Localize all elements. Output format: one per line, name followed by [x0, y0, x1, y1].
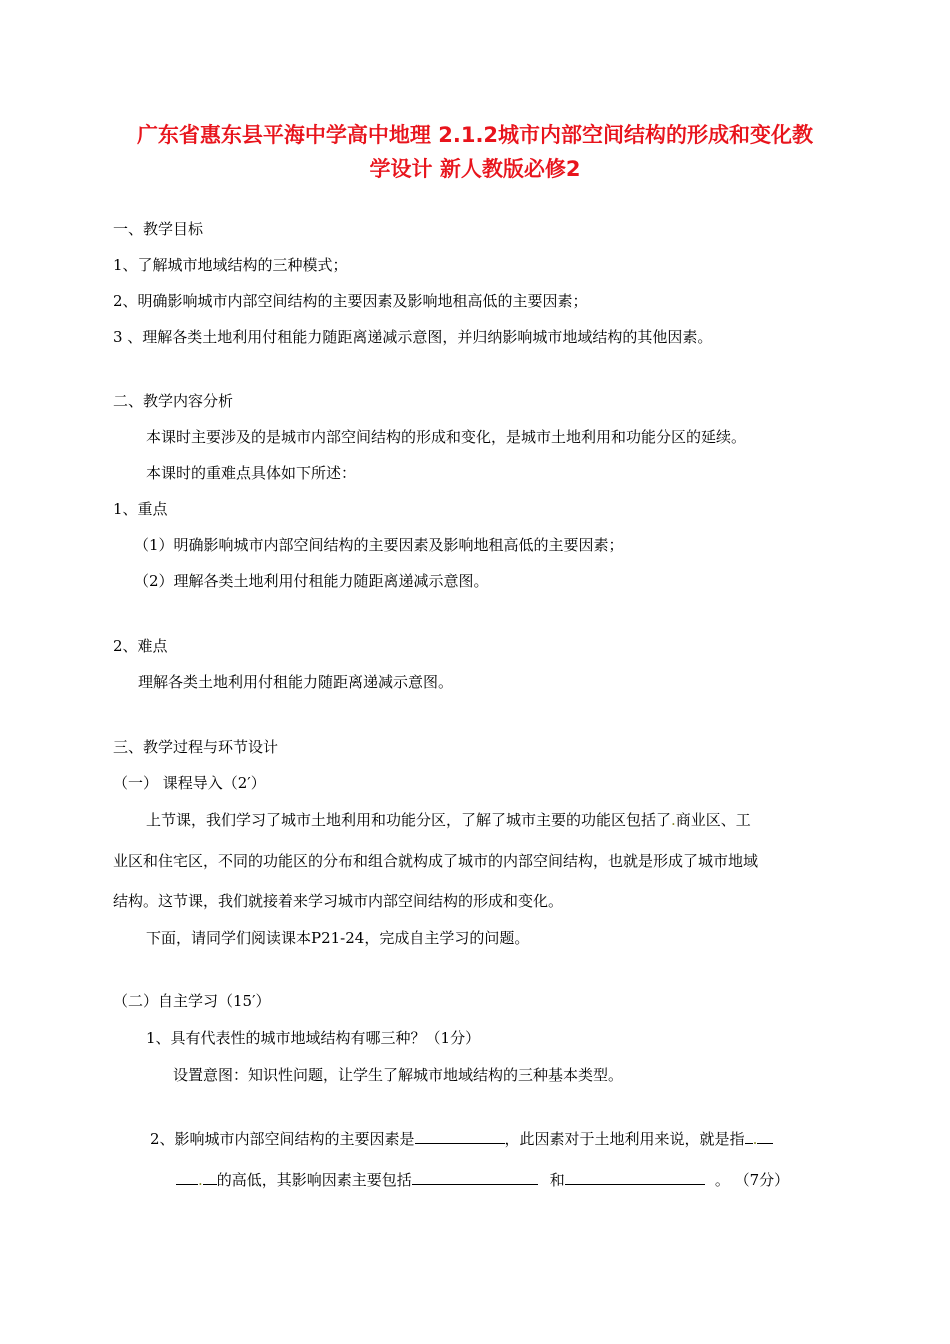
intro-line-1-part-b: 商业区、工 [675, 811, 751, 829]
document-title-line-2: 学设计 新人教版必修2 [369, 157, 581, 181]
intro-paragraph-line-3: 结构。这节课，我们就接着来学习城市内部空间结构的形成和变化。 [113, 892, 564, 910]
question-1: 1、具有代表性的城市地域结构有哪三种？（1分） [146, 1029, 481, 1047]
key-point-2-text: 2）理解各类土地利用付租能力随距离递减示意图。 [149, 572, 489, 590]
key-point-2 [134, 571, 489, 591]
key-point-1: （1）明确影响城市内部空间结构的主要因素及影响地租高低的主要因素； [134, 536, 624, 554]
answer-blank-2c[interactable] [176, 1170, 198, 1185]
answer-blank-2a[interactable] [745, 1129, 753, 1144]
answer-blank-2b[interactable] [757, 1129, 773, 1144]
answer-blank-4[interactable] [565, 1170, 705, 1185]
answer-blank-2d[interactable] [203, 1170, 217, 1185]
content-analysis-paragraph: 本课时主要涉及的是城市内部空间结构的形成和变化，是城市土地利用和功能分区的延续。 [146, 428, 747, 446]
question-2-part-d: 和 [549, 1171, 565, 1189]
question-2-line-2 [176, 1170, 789, 1190]
key-points-intro: 本课时的重难点具体如下所述： [146, 464, 357, 482]
subsection-self-study: （二）自主学习（15′） [113, 992, 271, 1010]
intro-paragraph-line-2: 业区和住宅区，不同的功能区的分布和组合就构成了城市的内部空间结构，也就是形成了城市地域 [113, 852, 759, 870]
intro-line-1-part-a: 上节课，我们学习了城市土地利用和功能分区，了解了城市主要的功能区包括了 [146, 811, 672, 829]
question-1-note: 设置意图：知识性问题，让学生了解城市地域结构的三种基本类型。 [173, 1066, 624, 1084]
objective-item-2: 2、明确影响城市内部空间结构的主要因素及影响地租高低的主要因素； [113, 292, 588, 310]
dot-mark: . [671, 811, 676, 829]
question-2-part-e: 。 （7分） [714, 1171, 790, 1189]
key-point-2-paren: （ [134, 572, 150, 590]
section-1-heading: 一、教学目标 [113, 220, 204, 238]
section-2-heading: 二、教学内容分析 [113, 392, 234, 410]
dot-mark-2: . [752, 1130, 758, 1148]
intro-paragraph-line-1 [146, 810, 751, 830]
difficult-points-heading: 2、难点 [113, 637, 168, 655]
difficult-point-1: 理解各类土地利用付租能力随距离递减示意图。 [138, 673, 454, 691]
question-2-line-1 [150, 1129, 773, 1149]
intro-paragraph-line-4: 下面，请同学们阅读课本P21-24，完成自主学习的问题。 [146, 929, 530, 947]
objective-item-1: 1、了解城市地域结构的三种模式； [113, 256, 348, 274]
subsection-course-intro: （一） 课程导入（2′） [113, 774, 266, 792]
document-title-line-1: 广东省惠东县平海中学高中地理 2.1.2城市内部空间结构的形成和变化教 [136, 123, 814, 147]
question-2-part-a: 2、影响城市内部空间结构的主要因素是 [150, 1130, 415, 1148]
dot-mark-3: . [198, 1171, 203, 1189]
objective-item-3: 3 、理解各类土地利用付租能力随距离递减示意图，并归纳影响城市地域结构的其他因素。 [113, 328, 713, 346]
section-3-heading: 三、教学过程与环节设计 [113, 738, 279, 756]
answer-blank-1[interactable] [415, 1129, 505, 1144]
key-points-heading: 1、重点 [113, 500, 168, 518]
answer-blank-3[interactable] [412, 1170, 538, 1185]
question-2-part-c: 的高低，其影响因素主要包括 [216, 1171, 412, 1189]
question-2-part-b: ，此因素对于土地利用来说，就是指 [504, 1130, 745, 1148]
